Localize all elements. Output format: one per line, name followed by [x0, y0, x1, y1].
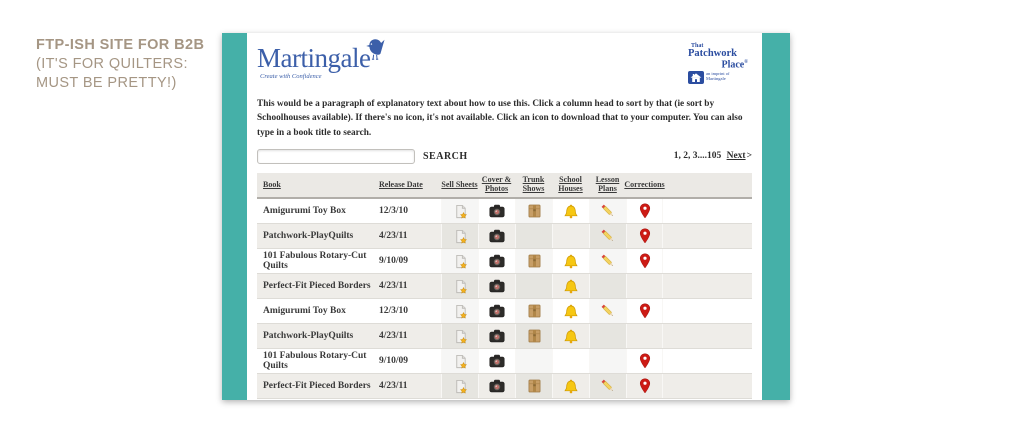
- camera-icon[interactable]: [489, 379, 505, 393]
- row-filler: [663, 349, 752, 373]
- imprint-word-place: Place®: [721, 58, 748, 70]
- bell-icon[interactable]: [564, 329, 578, 344]
- left-accent-bar: [222, 33, 247, 400]
- book-title: Patchwork-PlayQuilts: [263, 231, 354, 242]
- map-pin-icon[interactable]: [639, 228, 651, 244]
- bell-icon[interactable]: [564, 254, 578, 269]
- trunk-box-icon[interactable]: [528, 379, 541, 393]
- book-title: Perfect-Fit Pieced Borders: [263, 381, 371, 392]
- table-body: [257, 199, 752, 399]
- camera-icon[interactable]: [489, 279, 505, 293]
- row-filler: [663, 249, 752, 273]
- cell-sell_sheets: [441, 299, 478, 323]
- cell-corrections: [626, 224, 663, 248]
- cell-trunk_shows: [515, 274, 552, 298]
- cell-sell_sheets: [441, 199, 478, 223]
- imprint-word-that: That: [691, 43, 704, 49]
- sort-link-corrections[interactable]: Corrections: [624, 179, 665, 189]
- cell-trunk_shows: [515, 324, 552, 348]
- sell-sheet-icon[interactable]: [453, 379, 468, 394]
- cell-trunk_shows: [515, 224, 552, 248]
- book-title: 101 Fabulous Rotary-Cut Quilts: [263, 351, 367, 372]
- map-pin-icon[interactable]: [639, 253, 651, 269]
- cell-trunk_shows: [515, 249, 552, 273]
- cell-sell_sheets: [441, 249, 478, 273]
- sort-link-cover_photos[interactable]: Cover & Photos: [481, 175, 512, 194]
- camera-icon[interactable]: [489, 254, 505, 268]
- sell-sheet-icon[interactable]: [453, 204, 468, 219]
- cell-lesson_plans: [589, 224, 626, 248]
- sort-link-trunk_shows[interactable]: Trunk Shows: [522, 175, 545, 194]
- brand-wordmark: Martingale: [257, 43, 371, 73]
- cell-lesson_plans: [589, 324, 626, 348]
- column-header-sell_sheets: [441, 173, 478, 197]
- imprint-word-patchwork: Patchwork: [688, 48, 737, 59]
- search-input[interactable]: [257, 149, 415, 164]
- table-row: [257, 374, 752, 399]
- imprint-subtext: an imprint of Martingale: [706, 70, 730, 82]
- cell-trunk_shows: [515, 199, 552, 223]
- table-row: [257, 299, 752, 324]
- cell-corrections: [626, 324, 663, 348]
- website-mockup: [222, 33, 790, 400]
- camera-icon[interactable]: [489, 204, 505, 218]
- books-table: [257, 173, 752, 399]
- cell-school_houses: [552, 199, 589, 223]
- cell-corrections: [626, 374, 663, 398]
- book-title: 101 Fabulous Rotary-Cut Quilts: [263, 251, 367, 272]
- cell-corrections: [626, 299, 663, 323]
- masthead: [257, 41, 752, 89]
- pencil-icon[interactable]: [600, 253, 616, 269]
- trunk-box-icon[interactable]: [528, 304, 541, 318]
- table-row: [257, 324, 752, 349]
- cell-school_houses: [552, 249, 589, 273]
- cell-cover_photos: [478, 374, 515, 398]
- map-pin-icon[interactable]: [639, 303, 651, 319]
- note-title: FTP-ISH SITE FOR B2B: [36, 37, 205, 53]
- bell-icon[interactable]: [564, 304, 578, 319]
- cell-cover_photos: [478, 324, 515, 348]
- cell-cover_photos: [478, 249, 515, 273]
- table-header-row: [257, 173, 752, 199]
- column-header-corrections: [626, 173, 663, 197]
- cell-corrections: [626, 274, 663, 298]
- cell-cover_photos: [478, 224, 515, 248]
- column-header-date: [379, 173, 441, 197]
- next-arrow: >: [746, 151, 752, 162]
- release-date: 12/3/10: [379, 206, 409, 217]
- pagination: [674, 151, 752, 161]
- pencil-icon[interactable]: [600, 303, 616, 319]
- search-label: SEARCH: [423, 150, 468, 162]
- page-content: [247, 33, 762, 400]
- note-line: MUST BE PRETTY!): [36, 75, 177, 92]
- pencil-icon[interactable]: [600, 228, 616, 244]
- page-number-links[interactable]: 1, 2, 3....105: [673, 151, 722, 162]
- patchwork-place-logo[interactable]: [688, 43, 752, 88]
- cell-trunk_shows: [515, 349, 552, 373]
- right-accent-bar: [762, 33, 790, 400]
- sort-link-lesson_plans[interactable]: Lesson Plans: [595, 175, 620, 194]
- sort-link-book[interactable]: Book: [263, 179, 281, 189]
- trunk-box-icon[interactable]: [528, 329, 541, 343]
- cell-school_houses: [552, 374, 589, 398]
- cell-lesson_plans: [589, 274, 626, 298]
- row-filler: [663, 224, 752, 248]
- camera-icon[interactable]: [489, 229, 505, 243]
- cell-corrections: [626, 249, 663, 273]
- cell-sell_sheets: [441, 274, 478, 298]
- table-row: [257, 224, 752, 249]
- release-date: 4/23/11: [379, 281, 408, 292]
- release-date: 4/23/11: [379, 381, 408, 392]
- column-header-school_houses: [552, 173, 589, 197]
- bell-icon[interactable]: [564, 204, 578, 219]
- release-date: 4/23/11: [379, 231, 408, 242]
- release-date: 9/10/09: [379, 356, 409, 367]
- cell-cover_photos: [478, 274, 515, 298]
- cell-sell_sheets: [441, 324, 478, 348]
- search-row: [257, 147, 752, 165]
- cell-sell_sheets: [441, 224, 478, 248]
- cell-sell_sheets: [441, 374, 478, 398]
- row-filler: [663, 274, 752, 298]
- sort-link-sell_sheets[interactable]: Sell Sheets: [441, 179, 478, 189]
- map-pin-icon[interactable]: [639, 203, 651, 219]
- cell-lesson_plans: [589, 249, 626, 273]
- map-pin-icon[interactable]: [639, 378, 651, 394]
- cell-lesson_plans: [589, 199, 626, 223]
- bell-icon[interactable]: [564, 279, 578, 294]
- cell-school_houses: [552, 274, 589, 298]
- column-header-book: [257, 173, 379, 197]
- table-row: [257, 349, 752, 374]
- release-date: 12/3/10: [379, 306, 409, 317]
- designer-note: [36, 36, 204, 93]
- release-date: 4/23/11: [379, 331, 408, 342]
- column-header-cover_photos: [478, 173, 515, 197]
- camera-icon[interactable]: [489, 354, 505, 368]
- cell-cover_photos: [478, 349, 515, 373]
- column-header-trunk_shows: [515, 173, 552, 197]
- row-filler: [663, 374, 752, 398]
- cell-corrections: [626, 199, 663, 223]
- trunk-box-icon[interactable]: [528, 204, 541, 218]
- row-filler: [663, 324, 752, 348]
- cell-corrections: [626, 349, 663, 373]
- cell-lesson_plans: [589, 374, 626, 398]
- trunk-box-icon[interactable]: [528, 254, 541, 268]
- row-filler: [663, 199, 752, 223]
- sell-sheet-icon[interactable]: [453, 304, 468, 319]
- intro-paragraph: This would be a paragraph of explanatory text about how to use this. Click a column head to sort by that (ie sort by Schoolhouses available). If there's no icon, it's not available. Click an icon to download that to your computer. You can also type in a book title to search.: [257, 99, 743, 138]
- sell-sheet-icon[interactable]: [453, 229, 468, 244]
- header-filler: [663, 173, 752, 197]
- cell-school_houses: [552, 349, 589, 373]
- house-icon: [688, 71, 704, 88]
- next-page-link[interactable]: Next: [726, 151, 746, 162]
- table-row: [257, 274, 752, 299]
- row-filler: [663, 299, 752, 323]
- sell-sheet-icon[interactable]: [453, 279, 468, 294]
- cell-lesson_plans: [589, 299, 626, 323]
- cell-cover_photos: [478, 299, 515, 323]
- note-line: (IT'S FOR QUILTERS:: [36, 56, 188, 73]
- pencil-icon[interactable]: [600, 378, 616, 394]
- brand-tagline: Create with Confidence: [260, 73, 322, 80]
- book-title: Perfect-Fit Pieced Borders: [263, 281, 371, 292]
- sell-sheet-icon[interactable]: [453, 254, 468, 269]
- table-row: [257, 199, 752, 224]
- cell-trunk_shows: [515, 299, 552, 323]
- sort-link-school_houses[interactable]: School Houses: [558, 175, 583, 194]
- release-date: 9/10/09: [379, 256, 409, 267]
- cell-lesson_plans: [589, 349, 626, 373]
- cell-school_houses: [552, 224, 589, 248]
- cell-cover_photos: [478, 199, 515, 223]
- table-row: [257, 249, 752, 274]
- bell-icon[interactable]: [564, 379, 578, 394]
- map-pin-icon[interactable]: [639, 353, 651, 369]
- cell-school_houses: [552, 324, 589, 348]
- sort-link-date[interactable]: Release Date: [379, 179, 423, 189]
- camera-icon[interactable]: [489, 329, 505, 343]
- cell-sell_sheets: [441, 349, 478, 373]
- pencil-icon[interactable]: [600, 203, 616, 219]
- book-title: Amigurumi Toy Box: [263, 306, 346, 317]
- book-title: Amigurumi Toy Box: [263, 206, 346, 217]
- martingale-logo[interactable]: [257, 45, 391, 80]
- registered-mark: ®: [744, 59, 748, 65]
- sell-sheet-icon[interactable]: [453, 354, 468, 369]
- sell-sheet-icon[interactable]: [453, 329, 468, 344]
- bird-icon: [365, 38, 386, 67]
- camera-icon[interactable]: [489, 304, 505, 318]
- column-header-lesson_plans: [589, 173, 626, 197]
- book-title: Patchwork-PlayQuilts: [263, 331, 354, 342]
- cell-school_houses: [552, 299, 589, 323]
- cell-trunk_shows: [515, 374, 552, 398]
